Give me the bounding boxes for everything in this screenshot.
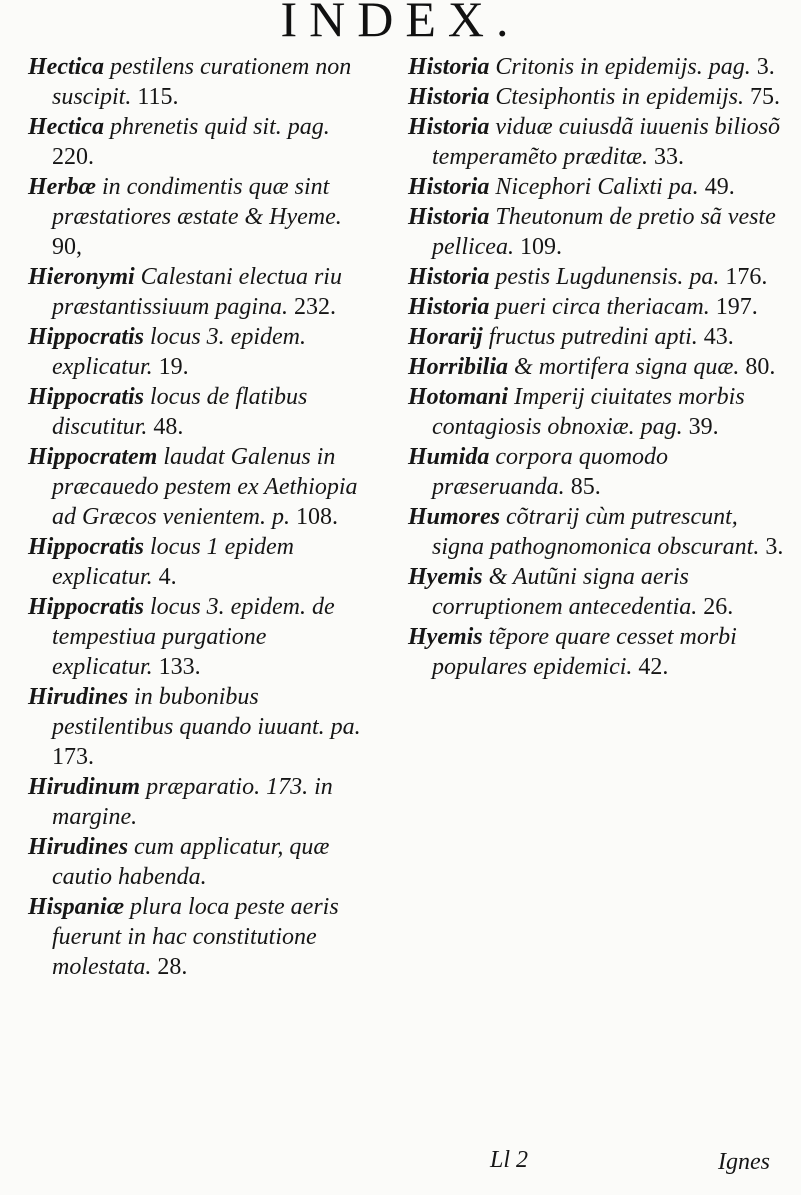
entry-headword: Hispaniæ [28,894,125,920]
entry-page-number: 33. [654,144,684,170]
entry-headword: Hotomani [408,384,509,410]
entry-text: in condimentis quæ sint præstatiores æstate & Hyeme. [52,174,342,230]
entry-page-number: 108. [295,504,338,530]
index-entry [28,532,373,592]
index-entry [28,772,373,832]
entry-text: in bubonibus pestilentibus quando iuuant. pa. [52,684,361,740]
index-entry [28,442,373,532]
entry-page-number: 4. [158,564,177,590]
entry-text: tẽpore quare cesset morbi populares epidemici. [432,624,737,680]
index-entry [408,262,788,292]
page-title: INDEX. [280,0,521,47]
entry-text: plura loca peste aeris fuerunt in hac constitutione molestata. [52,894,339,980]
index-entry [28,832,373,892]
entry-page-number: 133. [158,654,201,680]
entry-headword: Historia [408,84,490,110]
entry-headword: Hippocratis [28,324,145,350]
entry-text: Imperij ciuitates morbis contagiosis obnoxiæ. pag. [432,384,745,440]
entry-text: pestis Lugdunensis. pa. [489,264,720,290]
index-entry [408,622,788,682]
entry-headword: Hectica [28,54,104,80]
index-entry [408,112,788,172]
entry-text: phrenetis quid sit. pag. [103,114,330,140]
entry-page-number: 220. [52,144,94,170]
entry-text: fructus putredini apti. [482,324,698,350]
entry-text: Ctesiphontis in epidemijs. [489,84,745,110]
entry-text: cum applicatur, quæ cautio habenda. [52,834,330,890]
index-entry [28,892,373,982]
entry-headword: Hippocratis [28,534,145,560]
index-entry [408,502,788,562]
entry-text: Calestani electua riu præstantissiuum pagina. [52,264,342,320]
entry-headword: Hyemis [408,564,483,590]
entry-text: laudat Galenus in præcauedo pestem ex Aethiopia ad Græcos venientem. p. [52,444,358,530]
left-column [28,52,373,982]
index-entry [28,52,373,112]
entry-headword: Hippocratis [28,384,145,410]
entry-headword: Hippocratis [28,594,145,620]
entry-headword: Historia [408,54,490,80]
entry-page-number: 26. [703,594,734,620]
entry-headword: Hieronymi [28,264,135,290]
entry-headword: Horribilia [408,354,509,380]
entry-text: Nicephori Calixti pa. [489,174,699,200]
entry-text: locus 3. epidem. explicatur. [52,324,306,380]
entry-page-number: 49. [704,174,735,200]
entry-headword: Hirudinum [28,774,141,800]
right-column [408,52,788,682]
entry-text: & mortifera signa quæ. [508,354,740,380]
entry-headword: Historia [408,204,490,230]
index-entry [408,352,788,382]
entry-headword: Hyemis [408,624,483,650]
entry-page-number: 115. [137,84,179,110]
entry-text: locus de flatibus discutitur. [52,384,308,440]
entry-page-number: 109. [519,234,562,260]
entry-text: præparatio. 173. in margine. [52,774,333,830]
entry-headword: Horarij [408,324,483,350]
index-entry [28,592,373,682]
index-entry [28,322,373,382]
index-entry [408,82,788,112]
entry-page-number: 39. [688,414,719,440]
index-entry [408,202,788,262]
index-entry [28,112,373,172]
entry-page-number: 75. [750,84,781,110]
entry-text: pueri circa theriacam. [489,294,710,320]
entry-page-number: 197. [715,294,758,320]
entry-text: & Autũni signa aeris corruptionem antecedentia. [432,564,698,620]
entry-headword: Humores [408,504,501,530]
entry-headword: Hectica [28,114,104,140]
index-entry [408,172,788,202]
entry-page-number: 3. [765,534,784,560]
entry-page-number: 90, [52,234,82,260]
entry-headword: Humida [408,444,490,470]
entry-page-number: 80. [745,354,776,380]
entry-text: cõtrarij cùm putrescunt, signa pathognomonica obscurant. [432,504,760,560]
entry-page-number: 232. [294,294,337,320]
entry-headword: Hirudines [28,834,129,860]
index-entry [28,262,373,322]
entry-page-number: 42. [638,654,669,680]
entry-text: corpora quomodo præseruanda. [432,444,669,500]
index-entry [28,682,373,772]
index-entry [408,292,788,322]
index-entry [408,322,788,352]
index-entry [28,382,373,442]
entry-page-number: 176. [725,264,768,290]
entry-text: Critonis in epidemijs. pag. [489,54,751,80]
entry-page-number: 173. [52,744,94,770]
signature-mark: Ll 2 [490,1147,529,1173]
entry-text: locus 3. epidem. de tempestiua purgatione explicatur. [52,594,335,680]
entry-headword: Herbæ [28,174,96,200]
entry-headword: Historia [408,264,490,290]
index-entry [408,562,788,622]
entry-text: Theutonum de pretio sã veste pellicea. [432,204,776,260]
catchword: Ignes [718,1149,770,1175]
entry-page-number: 43. [703,324,734,350]
entry-headword: Hirudines [28,684,129,710]
entry-headword: Historia [408,174,490,200]
entry-text: pestilens curationem non suscipit. [52,54,352,110]
index-entry [408,382,788,442]
entry-page-number: 28. [157,954,188,980]
entry-headword: Hippocratem [28,444,158,470]
entry-headword: Historia [408,114,490,140]
index-entry [408,442,788,502]
entry-page-number: 3. [756,54,775,80]
entry-page-number: 19. [158,354,189,380]
entry-page-number: 48. [153,414,184,440]
entry-page-number: 85. [570,474,601,500]
index-entry [28,172,373,262]
entry-text: viduæ cuiusdã iuuenis biliosõ temperamẽto præditæ. [432,114,781,170]
index-entry [408,52,788,82]
entry-headword: Historia [408,294,490,320]
entry-text: locus 1 epidem explicatur. [52,534,294,590]
